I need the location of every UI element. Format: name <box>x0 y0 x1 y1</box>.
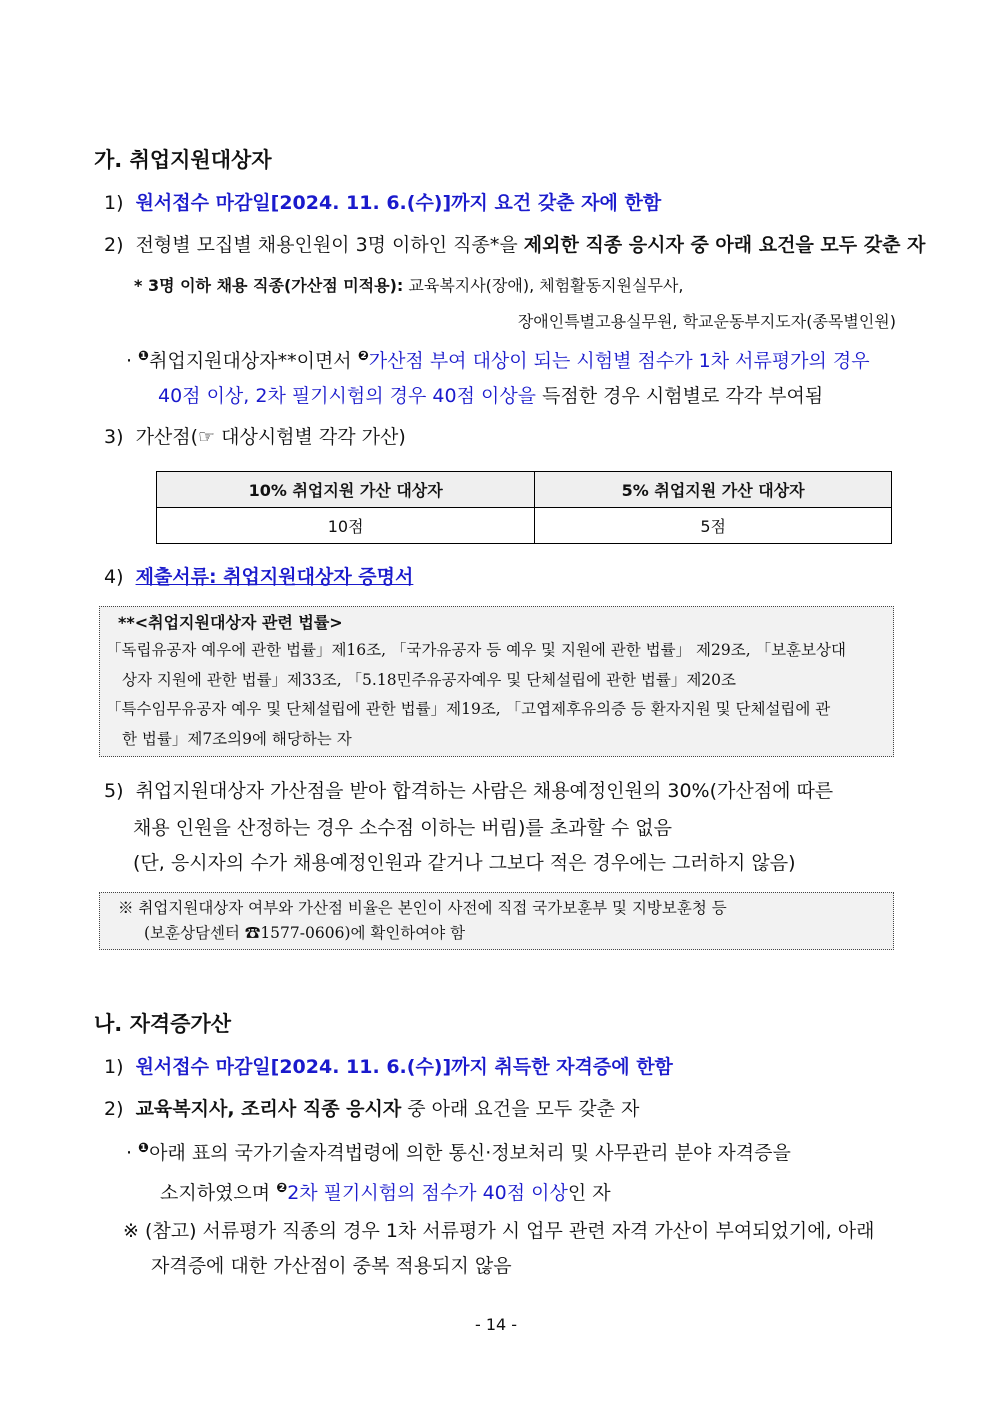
ga-item-5-line-3: (단, 응시자의 수가 채용예정인원과 같거나 그보다 적은 경우에는 그러하지 않음) <box>133 852 796 874</box>
notice-line-2: (보훈상담센터 ☎1577-0606)에 확인하여야 함 <box>144 924 466 942</box>
law-line-3: 「특수임무유공자 예우 및 단체설립에 관한 법률」제19조, 「고엽제후유의증 등 환자지원 및 단체설립에 관 <box>106 700 831 718</box>
law-line-2: 상자 지원에 관한 법률」제33조, 「5.18민주유공자예우 및 단체설립에 관한 법률」제20조 <box>122 671 736 689</box>
notice-box <box>99 892 894 950</box>
ga-item-5-line-1: 5) 취업지원대상자 가산점을 받아 합격하는 사람은 채용예정인원의 30%(가산점에 따른 <box>104 780 834 802</box>
table-header-5pct: 5% 취업지원 가산 대상자 <box>535 472 892 508</box>
na-bullet-line-2: 소지하였으며 $^❷$2차 필기시험의 점수가 40점 이상인 자 <box>160 1181 611 1204</box>
table-cell-5pct: 5점 <box>535 508 892 544</box>
table-header-10pct: 10% 취업지원 가산 대상자 <box>157 472 535 508</box>
circled-one-icon: ❶ <box>138 1141 150 1156</box>
law-line-1: 「독립유공자 예우에 관한 법률」제16조, 「국가유공자 등 예우 및 지원에 관한 법률」 제29조, 「보훈보상대 <box>106 641 846 659</box>
circled-two-icon: ❷ <box>357 349 369 364</box>
ga-item-2: 2) 전형별 모집별 채용인원이 3명 이하인 직종*을 제외한 직종 응시자 중 아래 요건을 모두 갖춘 자 <box>104 234 926 256</box>
na-item-2: 2) 교육복지사, 조리사 직종 응시자 중 아래 요건을 모두 갖춘 자 <box>104 1098 640 1120</box>
bonus-table <box>156 471 892 544</box>
circled-one-icon: ❶ <box>138 349 150 364</box>
section-title-ga: 가. 취업지원대상자 <box>94 148 272 172</box>
ga-note-star-2: 장애인특별고용실무원, 학교운동부지도자(종목별인원) <box>517 312 896 331</box>
table-header-row <box>157 472 892 508</box>
page-number: - 14 - <box>474 1315 518 1334</box>
law-box <box>99 606 894 757</box>
na-reference-line-2: 자격증에 대한 가산점이 중복 적용되지 않음 <box>151 1255 512 1277</box>
ga-item-1: 1) 원서접수 마감일[2024. 11. 6.(수)]까지 요건 갖춘 자에 한함 <box>104 192 662 214</box>
notice-line-1: ※ 취업지원대상자 여부와 가산점 비율은 본인이 사전에 직접 국가보훈부 및 지방보훈청 등 <box>118 899 727 917</box>
na-bullet-line-1: · $^❶$아래 표의 국가기술자격법령에 의한 통신·정보처리 및 사무관리 분야 자격증을 <box>126 1141 791 1164</box>
ga-item-4: 4) 제출서류: 취업지원대상자 증명서 <box>104 566 414 588</box>
ga-bullet-line-2: 40점 이상, 2차 필기시험의 경우 40점 이상을 득점한 경우 시험별로 각각 부여됨 <box>158 385 824 407</box>
ga-bullet-line-1: · $^❶$취업지원대상자**이면서 $^❷$가산점 부여 대상이 되는 시험별 점수가 1차 서류평가의 경우 <box>126 349 870 372</box>
ga-item-3: 3) 가산점(☞ 대상시험별 각각 가산) <box>104 426 406 448</box>
law-line-4: 한 법률」제7조의9에 해당하는 자 <box>122 730 352 748</box>
law-box-title: **<취업지원대상자 관련 법률> <box>118 613 343 632</box>
ga-item-5-line-2: 채용 인원을 산정하는 경우 소수점 이하는 버림)를 초과할 수 없음 <box>133 817 672 839</box>
na-reference-line-1: ※ (참고) 서류평가 직종의 경우 1차 서류평가 시 업무 관련 자격 가산이 부여되었기에, 아래 <box>123 1220 875 1242</box>
ga-note-star-1: * 3명 이하 채용 직종(가산점 미적용): 교육복지사(장애), 체험활동지원실무사, <box>134 276 684 295</box>
na-item-1: 1) 원서접수 마감일[2024. 11. 6.(수)]까지 취득한 자격증에 한함 <box>104 1056 673 1078</box>
circled-two-icon: ❷ <box>276 1181 288 1196</box>
table-cell-10pct: 10점 <box>157 508 535 544</box>
section-title-na: 나. 자격증가산 <box>94 1012 232 1036</box>
table-row <box>157 508 892 544</box>
